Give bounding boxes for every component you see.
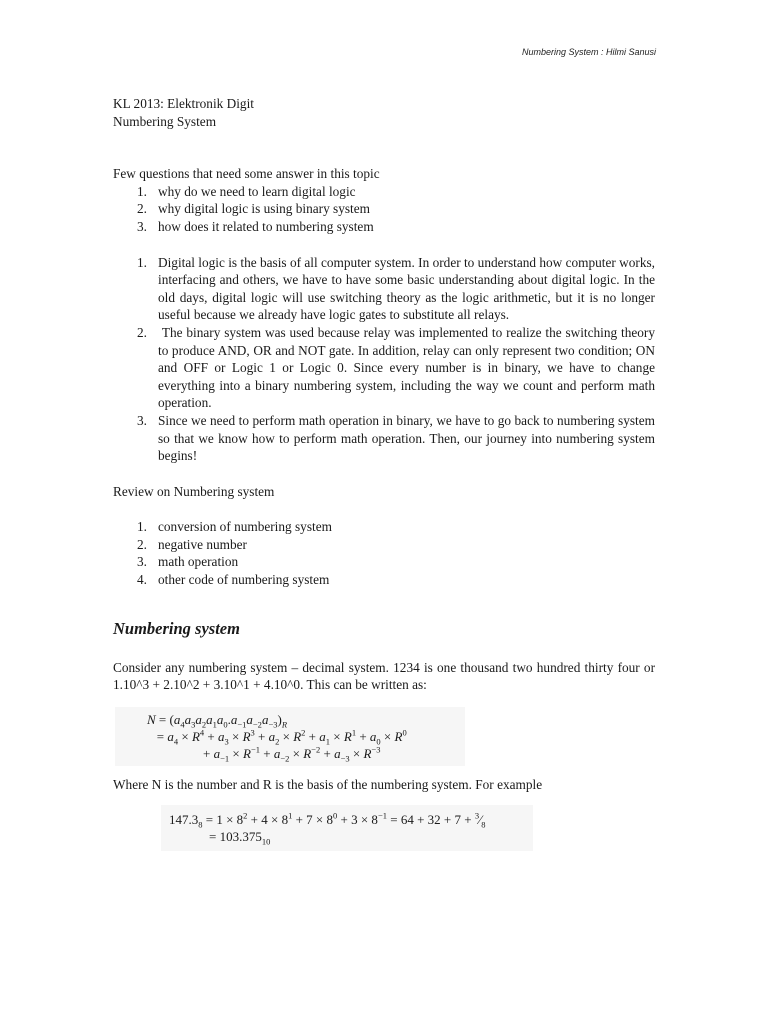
example-formula-image: $147.3_8 = 1 \times 8^2 + 4 \times 8^1 + 7 \times 8^0 + 3 \times 8^{-1} = 64 + 32 + 7$ + $^3⁄_8$ = $103.375_{10}$ (161, 805, 533, 851)
list-item: 3. math operation (137, 554, 239, 570)
intro-lead: Few questions that need some answer in this topic (113, 166, 380, 182)
running-header: Numbering System : Hilmi Sanusi (521, 47, 656, 57)
list-item: 1. Digital logic is the basis of all computer system. In order to understand how computer works, interfacing and others, we have to have some basic understanding about digital logic. In the old days, digital logic will use switching theory as the logic arithmetic, but it is no longer useful because we already have logic gates to substitute all relays. (137, 254, 655, 323)
list-item: 2. why digital logic is using binary system (137, 201, 370, 217)
section-paragraph: Consider any numbering system – decimal system. 1234 is one thousand two hundred thirty four or 1.10^3 + 2.10^2 + 3.10^1 + 4.10^0. This can be written as: (113, 659, 655, 693)
list-item: 2. The binary system was used because relay was implemented to realize the switching theory to produce AND, OR and NOT gate. In addition, relay can only represent two condition; ON and OFF or Logic 1 or Logic 0. Since every number is in binary, we have to change everything into a binary numbering system, including the way we count and perform math operation. (137, 324, 655, 411)
answer-list (113, 254, 655, 465)
question-list (113, 183, 655, 236)
list-item: 4. other code of numbering system (137, 572, 330, 588)
list-item: 2. negative number (137, 536, 247, 552)
list-item: 3. how does it related to numbering system (137, 218, 374, 234)
formula-explanation: Where N is the number and R is the basis of the numbering system. For example (113, 776, 543, 792)
course-title: KL 2013: Elektronik Digit (113, 96, 254, 111)
section-heading: Numbering system (113, 618, 240, 638)
list-item: 1. conversion of numbering system (137, 519, 332, 535)
topic-title: Numbering System (113, 113, 217, 129)
review-list (113, 518, 655, 588)
review-lead: Review on Numbering system (113, 483, 275, 499)
document-body (113, 95, 655, 851)
general-formula-image: $N = (a_4a_3a_2a_1a_0.a_{-1}a_{-2}a_{-3})_R$ = $a_4 \times R^4 + a_3 \times R^3 + a_2 \times R^2 + a_1 \times R^1 + a_0 \times R^0$ + $a_{-1} \times R^{-1} + a_{-2} \times R^{-2} + a_{-3} \times R^{-3}$ (115, 707, 465, 766)
list-item: 3. Since we need to perform math operation in binary, we have to go back to numbering system so that we know how to perform math operation. Then, our journey into numbering system begins! (137, 412, 655, 464)
list-item: 1. why do we need to learn digital logic (137, 183, 356, 199)
